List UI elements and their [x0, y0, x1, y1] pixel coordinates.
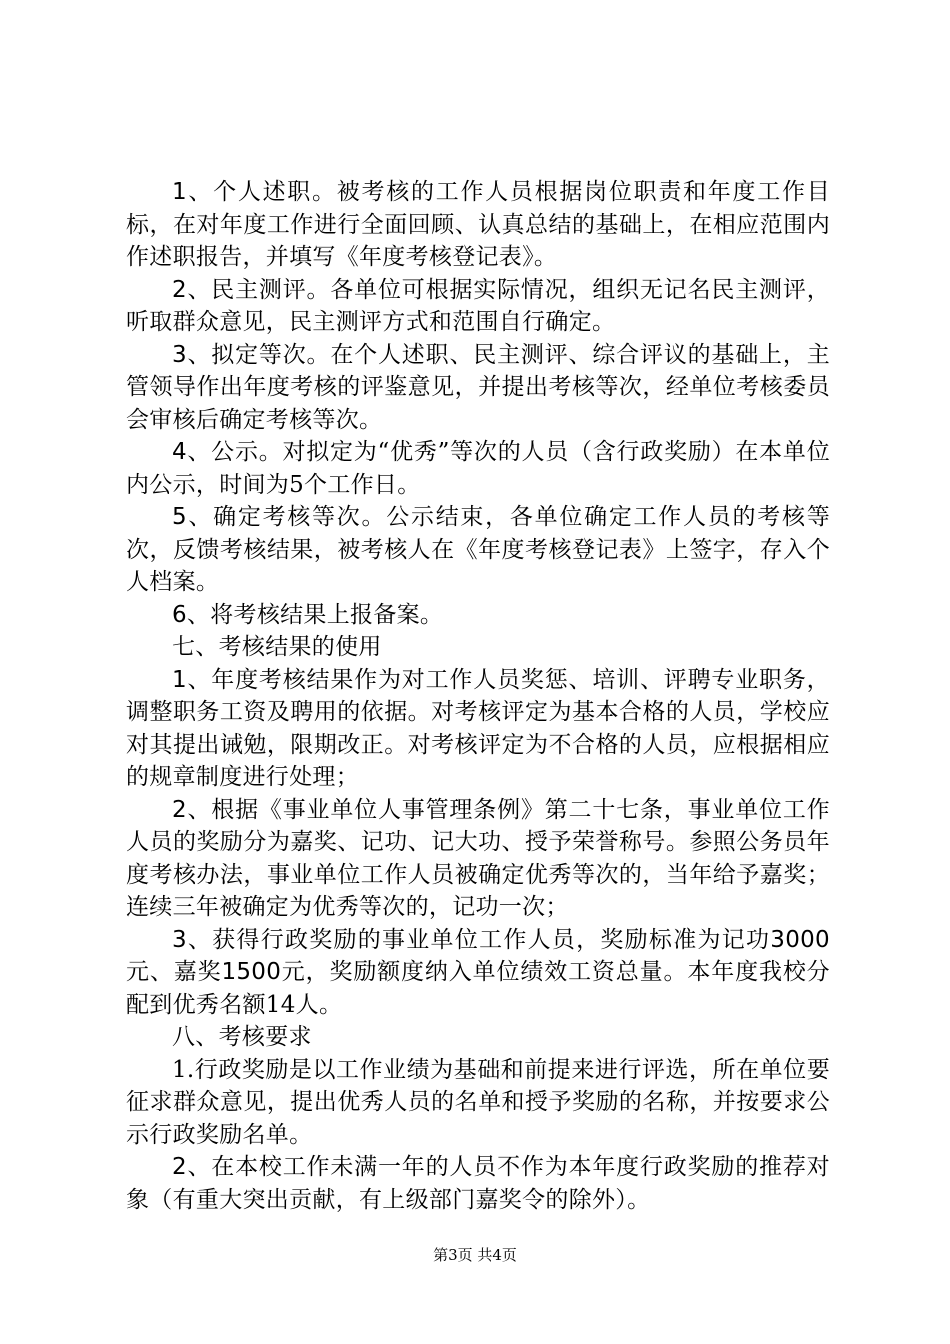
paragraph-text: 1.行政奖励是以工作业绩为基础和前提来进行评选，所在单位要征求群众意见，提出优秀人员的名单和授予奖励的名称，并按要求公示行政奖励名单。	[126, 1056, 830, 1148]
paragraph-text: 参照公务员年度考核办法，事业单位工作人员被确定优秀等次的，当年给予嘉奖；连续三年被确定为优秀等次的，记功一次；	[126, 829, 830, 920]
paragraph-text: 本年度我校分配到优秀名额14人。	[126, 959, 830, 1018]
section-heading-results-use: 七、考核结果的使用	[172, 634, 382, 660]
paragraph-lead: 1、个人述职。	[172, 179, 337, 205]
paragraph-lead: 2、在本校工作未满一年的人员不作为本年度行政奖励的推荐对象（有重大突出贡献，有上级部门嘉奖令的除外）。	[126, 1154, 830, 1213]
page-footer: 第3页 共4页	[433, 1246, 517, 1264]
paragraph-democratic-evaluation	[126, 274, 830, 339]
paragraph-lead: 3、获得行政奖励的事业单位工作人员，奖励标准为记功3000元、嘉奖1500元，奖励额度纳入单位绩效工资总量。	[126, 926, 830, 985]
paragraph-publicity	[126, 436, 830, 501]
paragraph-reward-types	[126, 794, 830, 924]
paragraph-lead: 3、拟定等次。	[172, 341, 331, 368]
paragraph-reward-standard	[126, 924, 830, 1022]
paragraph-lead: 4、公示。	[172, 439, 283, 465]
paragraph-lead: 1、年度考核结果作为对工作人员奖惩、培训、评聘专业职务，调整职务工资及聘用的依据。	[126, 666, 830, 725]
paragraph-lead: 2、民主测评。	[172, 276, 331, 303]
paragraph-text: 对拟定为“优秀”等次的人员（含行政奖励）在本单位内公示，时间为5个工作日。	[126, 439, 830, 498]
paragraph-confirm-grade	[126, 501, 830, 599]
paragraph-lead: 2、根据《事业单位人事管理条例》第二十七条，事业单位工作人员的奖励分为嘉奖、记功、记大功、授予荣誉称号。	[126, 796, 830, 855]
paragraph-draft-grade	[126, 339, 830, 437]
paragraph-report-filing	[126, 599, 830, 632]
paragraph-lead: 6、将考核结果上报备案。	[172, 601, 444, 628]
section-heading-requirements: 八、考核要求	[172, 1024, 312, 1050]
document-body	[126, 176, 830, 1216]
paragraph-text: 被考核的工作人员根据岗位职责和年度工作目标，在对年度工作进行全面回顾、认真总结的基础上，在相应范围内作述职报告，并填写《年度考核登记表》。	[126, 179, 831, 270]
paragraph-text: 各单位可根据实际情况，组织无记名民主测评，听取群众意见，民主测评方式和范围自行确定。	[126, 276, 830, 335]
paragraph-personal-report	[126, 176, 830, 274]
paragraph-text: 在个人述职、民主测评、综合评议的基础上，主管领导作出年度考核的评鉴意见，并提出考核等次，经单位考核委员会审核后确定考核等次。	[126, 341, 830, 433]
paragraph-text: 对考核评定为基本合格的人员，学校应对其提出诫勉，限期改正。对考核评定为不合格的人员，应根据相应的规章制度进行处理；	[126, 699, 830, 790]
paragraph-eligibility	[126, 1151, 830, 1216]
paragraph-text: 公示结束，各单位确定工作人员的考核等次，反馈考核结果，被考核人在《年度考核登记表》上签字，存入个人档案。	[126, 504, 830, 595]
paragraph-lead: 5、确定考核等次。	[172, 504, 387, 530]
paragraph-reward-selection	[126, 1054, 830, 1152]
paragraph-results-basis	[126, 664, 830, 794]
